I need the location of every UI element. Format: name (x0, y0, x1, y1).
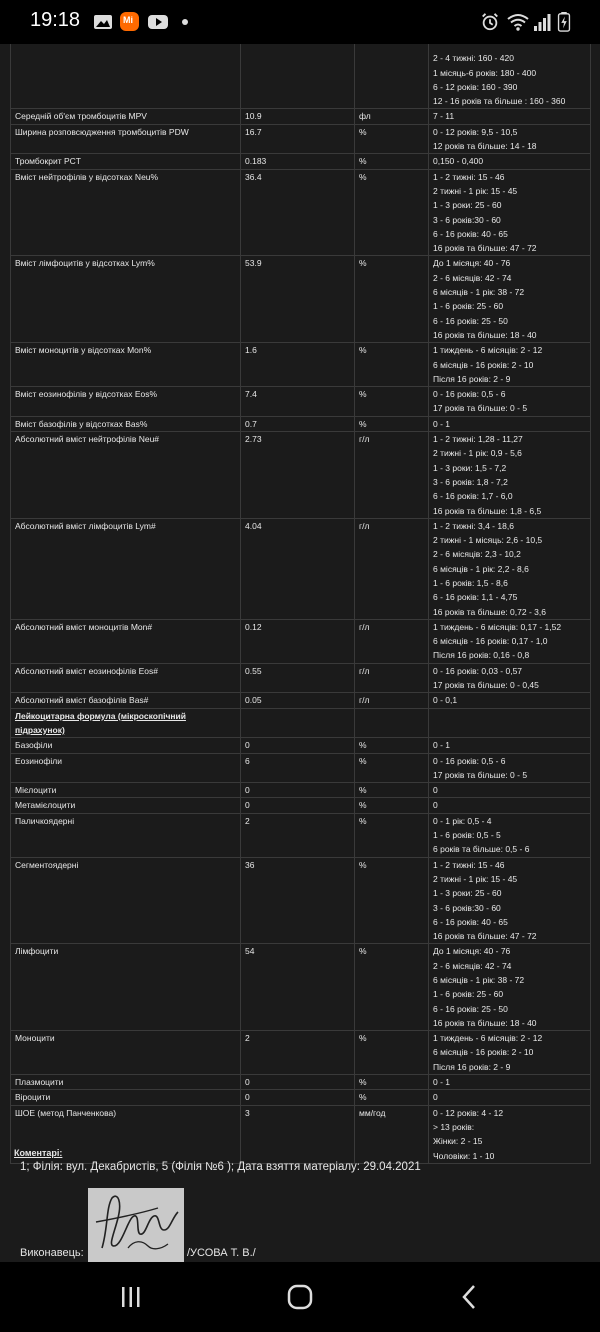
reference-line: 0 - 1 (433, 740, 451, 751)
test-value: 4.04 (241, 518, 355, 619)
reference-line: 3 - 6 років:30 - 60 (433, 214, 501, 225)
reference-line: 6 місяців - 16 років: 0,17 - 1,0 (433, 636, 548, 647)
reference-line: 1 - 2 тижні: 15 - 46 (433, 859, 505, 870)
test-value: 0.7 (241, 416, 355, 431)
test-unit: % (355, 154, 429, 169)
reference-range (429, 154, 591, 169)
table-row (11, 1075, 591, 1090)
table-row (11, 1090, 591, 1105)
table-row (11, 343, 591, 387)
reference-line: 0 - 12 років: 9,5 - 10,5 (433, 126, 518, 137)
test-name: Абсолютний вміст лімфоцитів Lym# (11, 518, 241, 619)
reference-range (429, 619, 591, 663)
reference-line: 6 - 16 років: 1,7 - 6,0 (433, 491, 513, 502)
reference-line: 2 - 4 тижні: 160 - 420 (433, 53, 514, 64)
test-value: 0 (241, 1075, 355, 1090)
reference-line: 1 - 3 роки: 25 - 60 (433, 200, 502, 211)
reference-line: 6 - 16 років: 1,1 - 4,75 (433, 592, 518, 603)
reference-range (429, 343, 591, 387)
reference-line: 6 - 16 років: 40 - 65 (433, 228, 508, 239)
test-value: 2 (241, 1031, 355, 1075)
test-name: Абсолютний вміст еозинофілів Eos# (11, 663, 241, 693)
test-value: 0 (241, 783, 355, 798)
table-row (11, 813, 591, 857)
reference-range (429, 109, 591, 124)
test-unit: г/л (355, 619, 429, 663)
table-row (11, 256, 591, 343)
test-name: Вміст еозинофілів у відсотках Eos% (11, 387, 241, 417)
reference-line: 0 - 12 років: 4 - 12 (433, 1107, 504, 1118)
table-row (11, 738, 591, 753)
reference-line: Після 16 років: 0,16 - 0,8 (433, 650, 530, 661)
test-name: Абсолютний вміст нейтрофілів Neu# (11, 432, 241, 519)
test-value: 16.7 (241, 124, 355, 154)
reference-line: 1 місяць-6 років: 180 - 400 (433, 67, 537, 78)
test-unit: % (355, 857, 429, 944)
test-unit: мм/год (355, 1105, 429, 1163)
test-name: Абсолютний вміст моноцитів Mon# (11, 619, 241, 663)
test-unit: % (355, 1075, 429, 1090)
table-row (11, 1105, 591, 1163)
test-unit: % (355, 416, 429, 431)
table-row (11, 44, 591, 109)
test-name: Плазмоцити (11, 1075, 241, 1090)
test-unit: % (355, 124, 429, 154)
table-row (11, 693, 591, 708)
reference-line: 2 тижні - 1 рік: 0,9 - 5,6 (433, 448, 522, 459)
table-row (11, 944, 591, 1031)
reference-line: 2 тижні - 1 рік: 15 - 45 (433, 185, 518, 196)
test-value: 10.9 (241, 109, 355, 124)
reference-range (429, 1105, 591, 1163)
reference-line: 6 - 16 років: 25 - 50 (433, 315, 508, 326)
reference-line: 1 - 6 років: 25 - 60 (433, 989, 504, 1000)
table-row (11, 169, 591, 256)
test-name (11, 44, 241, 109)
gallery-icon (93, 12, 113, 32)
reference-line (433, 44, 586, 51)
reference-line: > 13 років: (433, 1121, 475, 1132)
test-value: 0 (241, 798, 355, 813)
executor-name: /УСОВА Т. В./ (187, 1247, 256, 1259)
reference-line: 16 років та більше: 18 - 40 (433, 329, 537, 340)
test-value: 53.9 (241, 256, 355, 343)
reference-line: 0 - 0,1 (433, 695, 458, 706)
test-unit: г/л (355, 432, 429, 519)
reference-line: Після 16 років: 2 - 9 (433, 373, 511, 384)
reference-range (429, 1031, 591, 1075)
test-name: Абсолютний вміст базофілів Bas# (11, 693, 241, 708)
test-unit: г/л (355, 663, 429, 693)
test-name: Вміст моноцитів у відсотках Mon% (11, 343, 241, 387)
table-row (11, 109, 591, 124)
reference-line: 0 - 1 рік: 0,5 - 4 (433, 815, 492, 826)
reference-line: 6 місяців - 1 рік: 2,2 - 8,6 (433, 563, 529, 574)
reference-range (429, 753, 591, 783)
reference-line: 2 - 6 місяців: 42 - 74 (433, 960, 512, 971)
table-row (11, 619, 591, 663)
test-value (241, 708, 355, 738)
reference-range (429, 1090, 591, 1105)
reference-range (429, 857, 591, 944)
reference-line: 0 (433, 800, 438, 811)
reference-range (429, 944, 591, 1031)
test-unit: % (355, 343, 429, 387)
test-unit: % (355, 783, 429, 798)
reference-line: 16 років та більше: 18 - 40 (433, 1017, 537, 1028)
test-unit: % (355, 798, 429, 813)
test-name: Базофіли (11, 738, 241, 753)
table-row (11, 857, 591, 944)
test-value: 0 (241, 738, 355, 753)
test-name: Середній об'єм тромбоцитів MPV (11, 109, 241, 124)
comments-label: Коментарі: (14, 1148, 63, 1158)
mi-app-icon (120, 12, 139, 31)
reference-range (429, 1075, 591, 1090)
battery-icon (557, 12, 571, 32)
reference-line: 6 - 16 років: 40 - 65 (433, 916, 508, 927)
status-bar (0, 0, 600, 44)
reference-line: 0 - 16 років: 0,5 - 6 (433, 755, 506, 766)
test-name: Метамієлоцити (11, 798, 241, 813)
test-value: 6 (241, 753, 355, 783)
reference-line: До 1 місяця: 40 - 76 (433, 946, 511, 957)
reference-line: Після 16 років: 2 - 9 (433, 1061, 511, 1072)
test-name: Моноцити (11, 1031, 241, 1075)
table-row (11, 124, 591, 154)
reference-line: 1 - 6 років: 25 - 60 (433, 301, 504, 312)
reference-line: 1 - 2 тижні: 3,4 - 18,6 (433, 520, 514, 531)
back-button[interactable] (455, 1282, 485, 1312)
reference-line (433, 709, 586, 723)
reference-line: 16 років та більше: 0,72 - 3,6 (433, 606, 546, 617)
dot-icon (180, 12, 190, 32)
reference-line: 6 - 16 років: 25 - 50 (433, 1003, 508, 1014)
reference-line: 1 - 2 тижні: 15 - 46 (433, 171, 505, 182)
reference-line: 0 - 16 років: 0,5 - 6 (433, 389, 506, 400)
test-unit: % (355, 1031, 429, 1075)
table-row (11, 518, 591, 619)
test-unit: % (355, 753, 429, 783)
reference-range (429, 738, 591, 753)
test-name: Паличкоядерні (11, 813, 241, 857)
reference-range (429, 44, 591, 109)
test-name: Ширина розповсюдження тромбоцитів PDW (11, 124, 241, 154)
reference-line: 0 - 1 (433, 418, 451, 429)
test-name: Сегментоядерні (11, 857, 241, 944)
reference-range (429, 169, 591, 256)
test-unit (355, 44, 429, 109)
table-row (11, 753, 591, 783)
reference-range (429, 783, 591, 798)
reference-line: 1 - 3 роки: 25 - 60 (433, 888, 502, 899)
reference-line: 1 - 3 роки: 1,5 - 7,2 (433, 462, 507, 473)
test-unit: % (355, 813, 429, 857)
reference-line: 16 років та більше: 1,8 - 6,5 (433, 505, 542, 516)
recents-button[interactable] (116, 1282, 146, 1312)
section-heading: Лейкоцитарна формула (мікроскопічний підрахунок) (11, 708, 241, 738)
test-name: Вміст базофілів у відсотках Bas% (11, 416, 241, 431)
reference-line: 16 років та більше: 47 - 72 (433, 931, 537, 942)
reference-line: 0,150 - 0,400 (433, 156, 484, 167)
reference-line: 6 місяців - 16 років: 2 - 10 (433, 359, 534, 370)
test-unit: % (355, 1090, 429, 1105)
reference-line: Жінки: 2 - 15 (433, 1136, 483, 1147)
reference-line: 0 (433, 1092, 438, 1103)
alarm-icon (479, 12, 501, 32)
reference-line: 2 тижні - 1 рік: 15 - 45 (433, 873, 518, 884)
test-value: 0.12 (241, 619, 355, 663)
test-name: Вміст лімфоцитів у відсотках Lym% (11, 256, 241, 343)
reference-line: 6 - 12 років: 160 - 390 (433, 81, 518, 92)
reference-line: 6 місяців - 16 років: 2 - 10 (433, 1047, 534, 1058)
signal-icon (533, 12, 551, 32)
test-value: 7.4 (241, 387, 355, 417)
reference-line: 1 тиждень - 6 місяців: 2 - 12 (433, 345, 543, 356)
reference-line: 1 тиждень - 6 місяців: 0,17 - 1,52 (433, 621, 562, 632)
reference-line: 2 тижні - 1 місяць: 2,6 - 10,5 (433, 535, 543, 546)
test-value: 2 (241, 813, 355, 857)
mi-app-label: Mi (123, 15, 133, 25)
test-name: ШОЕ (метод Панченкова) (11, 1105, 241, 1163)
test-unit: г/л (355, 693, 429, 708)
reference-line: 0 - 1 (433, 1077, 451, 1088)
reference-line: 2 - 6 місяців: 2,3 - 10,2 (433, 549, 521, 560)
test-unit: г/л (355, 518, 429, 619)
lab-results-document[interactable] (0, 44, 600, 1262)
reference-range (429, 256, 591, 343)
test-value: 1.6 (241, 343, 355, 387)
reference-line: 6 місяців - 1 рік: 38 - 72 (433, 287, 525, 298)
test-unit: % (355, 256, 429, 343)
test-unit: % (355, 387, 429, 417)
reference-line: 6 місяців - 1 рік: 38 - 72 (433, 975, 525, 985)
table-row (11, 154, 591, 169)
reference-line: 7 - 11 (433, 111, 455, 122)
lab-results-table (10, 44, 591, 1164)
test-unit: % (355, 169, 429, 256)
table-row (11, 783, 591, 798)
test-unit: % (355, 944, 429, 1031)
reference-range (429, 663, 591, 693)
test-name: Вміст нейтрофілів у відсотках Neu% (11, 169, 241, 256)
reference-line: 17 років та більше: 0 - 5 (433, 403, 528, 414)
table-row (11, 387, 591, 417)
signature-image (88, 1188, 184, 1262)
reference-line: 3 - 6 років:30 - 60 (433, 902, 501, 913)
test-name: Еозинофіли (11, 753, 241, 783)
reference-line: 16 років та більше: 47 - 72 (433, 243, 537, 254)
test-name: Мієлоцити (11, 783, 241, 798)
reference-line: 17 років та більше: 0 - 0,45 (433, 680, 539, 691)
wifi-icon (506, 12, 530, 32)
reference-line: 2 - 6 місяців: 42 - 74 (433, 272, 512, 283)
table-row (11, 432, 591, 519)
reference-range (429, 813, 591, 857)
reference-line: 0 - 16 років: 0,03 - 0,57 (433, 665, 523, 676)
reference-line: 1 - 6 років: 0,5 - 5 (433, 830, 501, 841)
reference-range (429, 432, 591, 519)
reference-line: 1 тиждень - 6 місяців: 2 - 12 (433, 1033, 543, 1044)
test-name: Віроцити (11, 1090, 241, 1105)
reference-line: Чоловіки: 1 - 10 (433, 1150, 495, 1161)
reference-range (429, 124, 591, 154)
test-value: 3 (241, 1105, 355, 1163)
test-value: 0.55 (241, 663, 355, 693)
reference-line: 17 років та більше: 0 - 5 (433, 769, 528, 780)
reference-line: 1 - 6 років: 1,5 - 8,6 (433, 577, 508, 588)
status-time: 19:18 (30, 9, 81, 31)
branch-info: 1; Філія: вул. Декабристів, 5 (Філія №6 ); Дата взяття матеріалу: 29.04.2021 (20, 1161, 421, 1173)
test-unit: % (355, 738, 429, 753)
reference-range (429, 387, 591, 417)
youtube-icon (147, 12, 169, 32)
reference-range (429, 708, 591, 738)
reference-range (429, 798, 591, 813)
test-value: 2.73 (241, 432, 355, 519)
executor-label: Виконавець: (20, 1247, 84, 1259)
table-row (11, 708, 591, 738)
reference-line: 12 років та більше: 14 - 18 (433, 141, 537, 152)
test-value: 0.05 (241, 693, 355, 708)
reference-line: 0 (433, 785, 438, 796)
test-value: 54 (241, 944, 355, 1031)
reference-line: 12 - 16 років та більше : 160 - 360 (433, 96, 566, 107)
reference-line: До 1 місяця: 40 - 76 (433, 258, 511, 269)
reference-line: 6 років та більше: 0,5 - 6 (433, 844, 530, 855)
reference-range (429, 518, 591, 619)
test-unit: фл (355, 109, 429, 124)
table-row (11, 416, 591, 431)
table-row (11, 1031, 591, 1075)
table-row (11, 663, 591, 693)
navigation-bar (0, 1262, 600, 1332)
table-row (11, 798, 591, 813)
reference-line: 1 - 2 тижні: 1,28 - 11,27 (433, 434, 523, 445)
test-value: 0 (241, 1090, 355, 1105)
test-unit (355, 708, 429, 738)
test-value: 36.4 (241, 169, 355, 256)
test-value: 0.183 (241, 154, 355, 169)
reference-range (429, 416, 591, 431)
test-value: 36 (241, 857, 355, 944)
reference-line: 3 - 6 років: 1,8 - 7,2 (433, 476, 508, 487)
test-name: Лімфоцити (11, 944, 241, 1031)
test-name: Тромбокрит PCT (11, 154, 241, 169)
test-value (241, 44, 355, 109)
reference-range (429, 693, 591, 708)
home-button[interactable] (285, 1282, 315, 1312)
